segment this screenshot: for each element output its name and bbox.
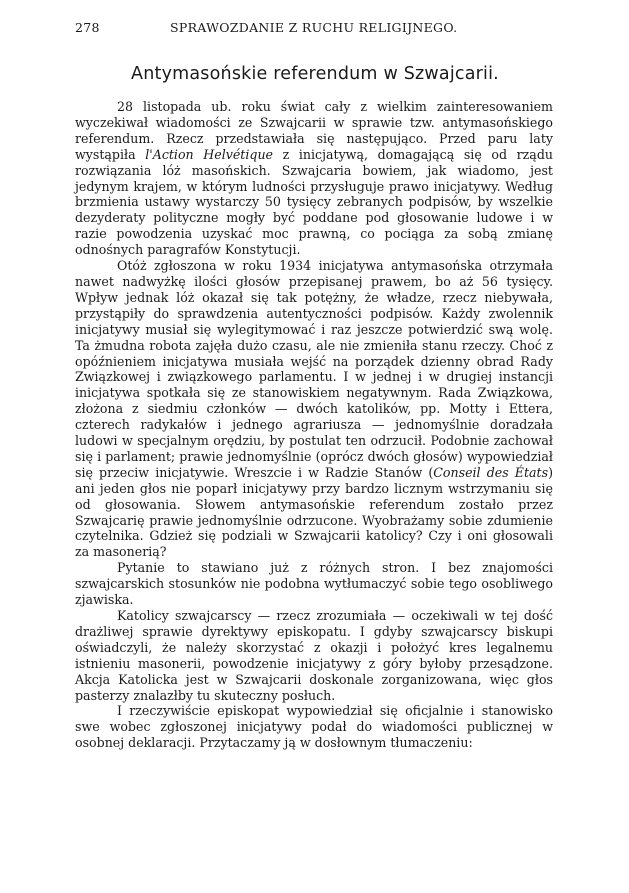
page-header — [75, 20, 565, 40]
paragraph-3: Pytanie to stawiano już z różnych stron. I bez znajomości szwajcarskich stosunków nie podobna wytłumaczyć sobie tego osobliwego zjawiska. — [75, 560, 553, 608]
paragraph-2-text-a: Otóż zgłoszona w roku 1934 inicjatywa antymasońska otrzymała nawet nadwyżkę ilości głosów przepisanej prawem, bo aż 56 tysięcy. Wpływ jednak lóż okazał się tak potężny, że władze, rzecz niebywała, przystąpiły do sprawdzenia autentyczności podpisów. Każdy zwolennik inicjatywy musiał się wylegitymować i raz jeszcze potwierdzić swą wolę. Ta żmudna robota zajęła dużo czasu, ale nie zmieniła stanu rzeczy. Choć z opóźnieniem inicjatywa musiała wejść na porządek dzienny obrad Rady Związkowej i związkowego parlamentu. I w jednej i w drugiej instancji inicjatywa spotkała się ze stanowiskiem negatywnym. Rada Związkowa, złożona z siedmiu członków — dwóch katolików, pp. Motty i Ettera, czterech radykałów i jednego agrariusza — jednomyślnie doradzała ludowi w specjalnym orędziu, by postulat ten odrzucił. Podobnie zachował się i parlament; prawie jednomyślnie (oprócz dwóch głosów) wypowiedział się przeciw inicjatywie. Wreszcie i w Radzie Stanów ( — [75, 258, 553, 480]
running-head: SPRAWOZDANIE Z RUCHU RELIGIJNEGO. — [170, 20, 458, 35]
conseil-des-etats-italic: Conseil des États — [433, 464, 549, 480]
paragraph-1-text-a: 28 listopada ub. roku świat cały z wielkim zainteresowaniem wyczekiwał wiadomości ze Szwajcarii w sprawie tzw. antymasońskiego referendum. Rzecz przedstawiała się następująco. Przed paru laty wystąpiła — [75, 99, 553, 162]
paragraph-5: I rzeczywiście episkopat wypowiedział się oficjalnie i stanowisko swe wobec zgłoszonej inicjatywy podał do wiadomości publicznej w osobnej deklaracji. Przytaczamy ją w dosłownym tłumaczeniu: — [75, 703, 553, 751]
article-title: Antymasońskie referendum w Szwajcarii. — [131, 64, 499, 84]
paragraph-1 — [75, 99, 553, 258]
paragraph-2 — [75, 258, 553, 560]
paragraph-1-text-b: z inicjatywą, domagającą się od rządu rozwiązania lóż masońskich. Szwajcaria bowiem, jak wiadomo, jest jedynym krajem, w którym ludności przysługuje prawo inicjatywy. Według brzmienia ustawy wystarczy 50 tysięcy zebranych podpisów, by wszelkie dezyderaty polityczne mogły być poddane pod głosowanie ludowe i w razie powodzenia uzyskać moc prawną, co pociąga za sobą zmianę odnośnych paragrafów Konstytucji. — [75, 146, 553, 258]
paragraph-2-text-b: ) ani jeden głos nie poparł inicjatywy przy bardzo licznym wstrzymaniu się od głosowania. Słowem antymasońskie referendum zostało przez Szwajcarię prawie jednomyślnie odrzucone. Wyobrażamy sobie zdumienie czytelnika. Gdzież się podziali w Szwajcarii katolicy? Czy i oni głosowali za masonerią? — [75, 464, 553, 560]
page-number: 278 — [75, 20, 100, 35]
paragraph-4: Katolicy szwajcarscy — rzecz zrozumiała — oczekiwali w tej dość drażliwej sprawie dyrektywy episkopatu. I gdyby szwajcarscy biskupi oświadczyli, że należy skorzystać z okazji i położyć kres legalnemu istnieniu masonerii, powodzenie inicjatywy z góry byłoby przesądzone. Akcja Katolicka jest w Szwajcarii doskonale zorganizowana, więc głos pasterzy znalazłby tu skuteczny posłuch. — [75, 608, 553, 703]
article-body — [75, 99, 553, 751]
action-helvetique-italic: l'Action Helvétique — [145, 146, 274, 162]
